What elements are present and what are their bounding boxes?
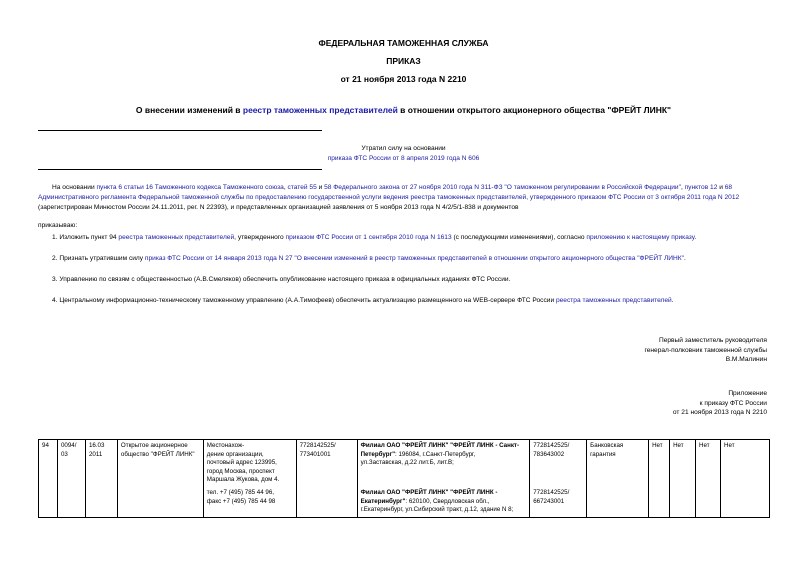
admin-regulation-link[interactable]: 68 Административного регламента Федеральной таможенной службы по предоставлению государственной услуги ведения реестра таможенных представителей, утвержденного приказом ФТС России от 3 октября 2011 года N 2012 xyxy=(38,184,740,201)
article-55-link[interactable]: статей 55 xyxy=(287,184,317,191)
validity-note: Утратил силу на основании xyxy=(361,145,446,152)
cell-reg-no: 0094/ 03 xyxy=(57,440,85,518)
order-title-pre: О внесении изменений в xyxy=(135,105,243,115)
item-4-registry-link[interactable]: реестра таможенных представителей xyxy=(555,297,672,304)
order-item-3: 3. Управлению по связям с общественностью (А.В.Смеляков) обеспечить опубликование настоящего приказа в официальных изданиях ФТС России. xyxy=(52,276,511,283)
order-item-1: 1. Изложить пункт 94 реестра таможенных представителей, утвержденного приказом ФТС России от 1 сентября 2010 года N 1613 (с последующими изменениями), согласно приложению к настоящему приказу. xyxy=(52,234,697,241)
cell-guarantee: Банковская гарантия xyxy=(587,440,649,518)
cell-address: Местонахож- дение организации, почтовый адрес 123995, город Москва, проспект Маршала Жукова, дом 4. xyxy=(203,440,296,487)
order-1613-link[interactable]: приказом ФТС России от 1 сентября 2010 года N 1613 xyxy=(285,234,452,241)
order-27-link[interactable]: приказ ФТС России от 14 января 2013 года N 27 "О внесении изменений в реестр таможенных представителей в отношении открытого акционерного общества "ФРЕЙТ ЛИНК" xyxy=(144,255,684,262)
doc-type-heading: ПРИКАЗ xyxy=(386,56,421,66)
cell-number: 94 xyxy=(39,440,58,518)
cell-branch-spb-inn: 7728142525/ 783643002 xyxy=(530,440,587,487)
signature-rank: генерал-полковник таможенной службы xyxy=(644,346,767,354)
order-item-2: 2. Признать утратившим силу приказ ФТС России от 14 января 2013 года N 27 "О внесении изменений в реестр таможенных представителей в отношении открытого акционерного общества "ФРЕЙТ ЛИНК". xyxy=(52,255,686,262)
divider-bottom xyxy=(38,169,322,170)
signature-block xyxy=(644,336,767,365)
validity-link[interactable]: приказа ФТС России от 8 апреля 2019 года N 606 xyxy=(327,155,480,162)
cell-no-3: Нет xyxy=(696,440,721,518)
appendix-link[interactable]: приложению к настоящему приказу xyxy=(586,234,695,241)
preamble-paragraph: На основании пункта 6 статьи 16 Таможенного кодекса Таможенного союза, статей 55 и 58 Федерального закона от 27 ноября 2010 года N 311-ФЗ "О таможенном регулировании в Российской Федерации", пунктов 12 и 68 Административного регламента Федеральной таможенной службы по предоставлению государственной услуги ведения реестра таможенных представителей, утвержденного приказом ФТС России от 3 октября 2011 года N 2012 (зарегистрирован Минюстом России 24.11.2011, рег. N 22393), и представленных организацией заявления от 5 ноября 2013 года N 4/2/5/1-838 и документов xyxy=(38,184,740,211)
cell-no-4: Нет xyxy=(721,440,770,518)
signature-position: Первый заместитель руководителя xyxy=(658,337,767,344)
signature-name: В.М.Малинин xyxy=(725,356,767,363)
order-title xyxy=(0,105,807,115)
cell-no-2: Нет xyxy=(670,440,696,518)
order-word: приказываю: xyxy=(38,222,78,229)
item-1-registry-link[interactable]: реестра таможенных представителей xyxy=(118,234,235,241)
appendix-title: Приложение xyxy=(728,390,767,397)
registry-link[interactable]: реестр таможенных представителей xyxy=(242,105,398,115)
date-number-heading: от 21 ноября 2013 года N 2210 xyxy=(340,74,467,84)
divider-top xyxy=(38,130,322,131)
appendix-date: от 21 ноября 2013 года N 2210 xyxy=(672,409,767,416)
cell-branch-ekb: Филиал ОАО "ФРЕЙТ ЛИНК" "ФРЕЙТ ЛИНК - Екатеринбург": 620100, Свердловская обл., г.Екатеринбург, ул.Сибирский тракт, д.12, здание N 8; xyxy=(357,487,530,518)
cell-inn: 7728142525/ 773401001 xyxy=(296,440,357,518)
federal-law-link[interactable]: 58 Федерального закона от 27 ноября 2010 года N 311-ФЗ "О таможенном регулировании в Российской Федерации" xyxy=(324,184,681,191)
agency-heading: ФЕДЕРАЛЬНАЯ ТАМОЖЕННАЯ СЛУЖБА xyxy=(318,38,489,48)
cell-branch-ekb-inn: 7728142525/ 667243001 xyxy=(530,487,587,518)
table-row xyxy=(39,440,770,487)
appendix-block xyxy=(673,389,767,418)
cell-no-1: Нет xyxy=(649,440,670,518)
cell-organization: Открытое акционерное общество "ФРЕЙТ ЛИНК" xyxy=(117,440,203,518)
order-title-post: в отношении открытого акционерного общества "ФРЕЙТ ЛИНК" xyxy=(397,105,672,115)
order-item-4: 4. Центральному информационно-техническому таможенному управлению (А.А.Тимофеев) обеспечить актуализацию размещенного на WEB-сервере ФТС России реестра таможенных представителей. xyxy=(52,297,674,304)
appendix-ref: к приказу ФТС России xyxy=(699,399,767,407)
customs-code-link[interactable]: пункта 6 статьи 16 Таможенного кодекса Таможенного союза xyxy=(96,184,284,191)
registry-table xyxy=(38,439,770,518)
cell-branch-spb: Филиал ОАО "ФРЕЙТ ЛИНК" "ФРЕЙТ ЛИНК - Санкт- Петербург": 196084, г.Санкт-Петербург, ул.Заставская, д.22 лит.Б, лит.В; xyxy=(357,440,530,487)
cell-date: 16.03 2011 xyxy=(85,440,117,518)
clause-12-link[interactable]: пунктов 12 xyxy=(684,184,718,191)
cell-phone: тел. +7 (495) 785 44 96, факс +7 (495) 785 44 98 xyxy=(203,487,296,518)
